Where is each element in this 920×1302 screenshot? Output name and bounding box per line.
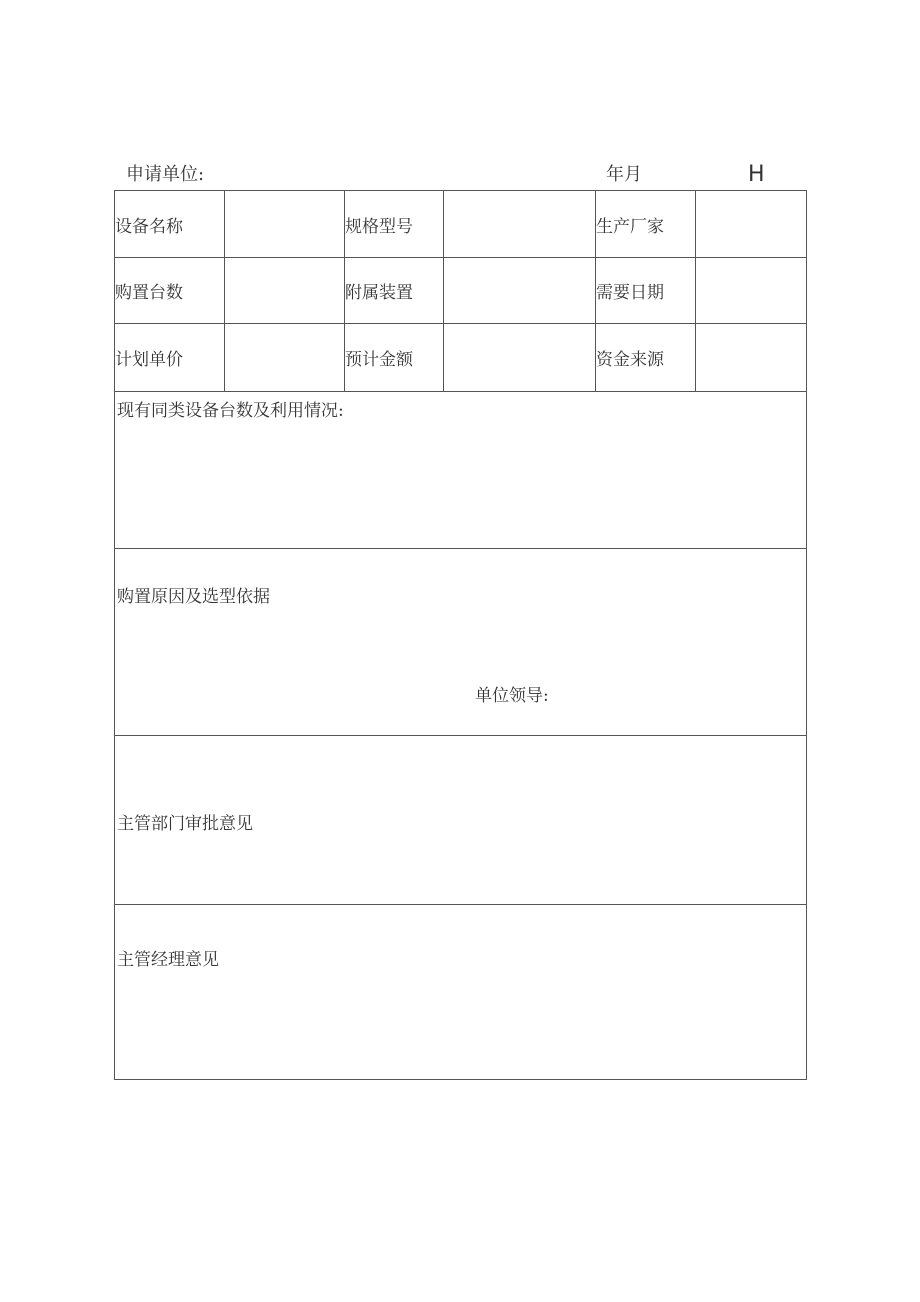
usage-field[interactable] [115,392,807,549]
purchase-quantity-field[interactable] [225,258,345,324]
planned-unit-price-field[interactable] [225,324,345,392]
manufacturer-field[interactable] [696,191,807,258]
equipment-purchase-form [114,190,807,1080]
form-row-3 [115,324,807,392]
year-month-label: 年月 [606,164,642,185]
reason-label: 购置原因及选型依据 [117,587,270,607]
model-spec-label: 规格型号 [345,191,444,258]
form-row-1 [115,191,807,258]
manufacturer-label: 生产厂家 [596,191,696,258]
day-label: H [748,162,765,187]
dept-approval-section [115,736,807,905]
estimated-amount-field[interactable] [444,324,596,392]
dept-approval-field[interactable] [115,736,807,905]
equipment-name-label: 设备名称 [115,191,225,258]
manager-opinion-label: 主管经理意见 [117,950,219,970]
purchase-quantity-label: 购置台数 [115,258,225,324]
funding-source-label: 资金来源 [596,324,696,392]
usage-section [115,392,807,549]
form-row-2 [115,258,807,324]
funding-source-field[interactable] [696,324,807,392]
manager-opinion-section [115,905,807,1080]
applicant-unit-label: 申请单位: [126,164,205,185]
required-date-label: 需要日期 [596,258,696,324]
equipment-name-field[interactable] [225,191,345,258]
planned-unit-price-label: 计划单价 [115,324,225,392]
reason-field[interactable] [115,549,807,736]
estimated-amount-label: 预计金额 [345,324,444,392]
accessories-label: 附属装置 [345,258,444,324]
model-spec-field[interactable] [444,191,596,258]
unit-leader-label: 单位领导: [475,686,549,706]
required-date-field[interactable] [696,258,807,324]
accessories-field[interactable] [444,258,596,324]
dept-approval-label: 主管部门审批意见 [117,814,253,834]
usage-label: 现有同类设备台数及利用情况: [117,401,344,421]
manager-opinion-field[interactable] [115,905,807,1080]
reason-section [115,549,807,736]
